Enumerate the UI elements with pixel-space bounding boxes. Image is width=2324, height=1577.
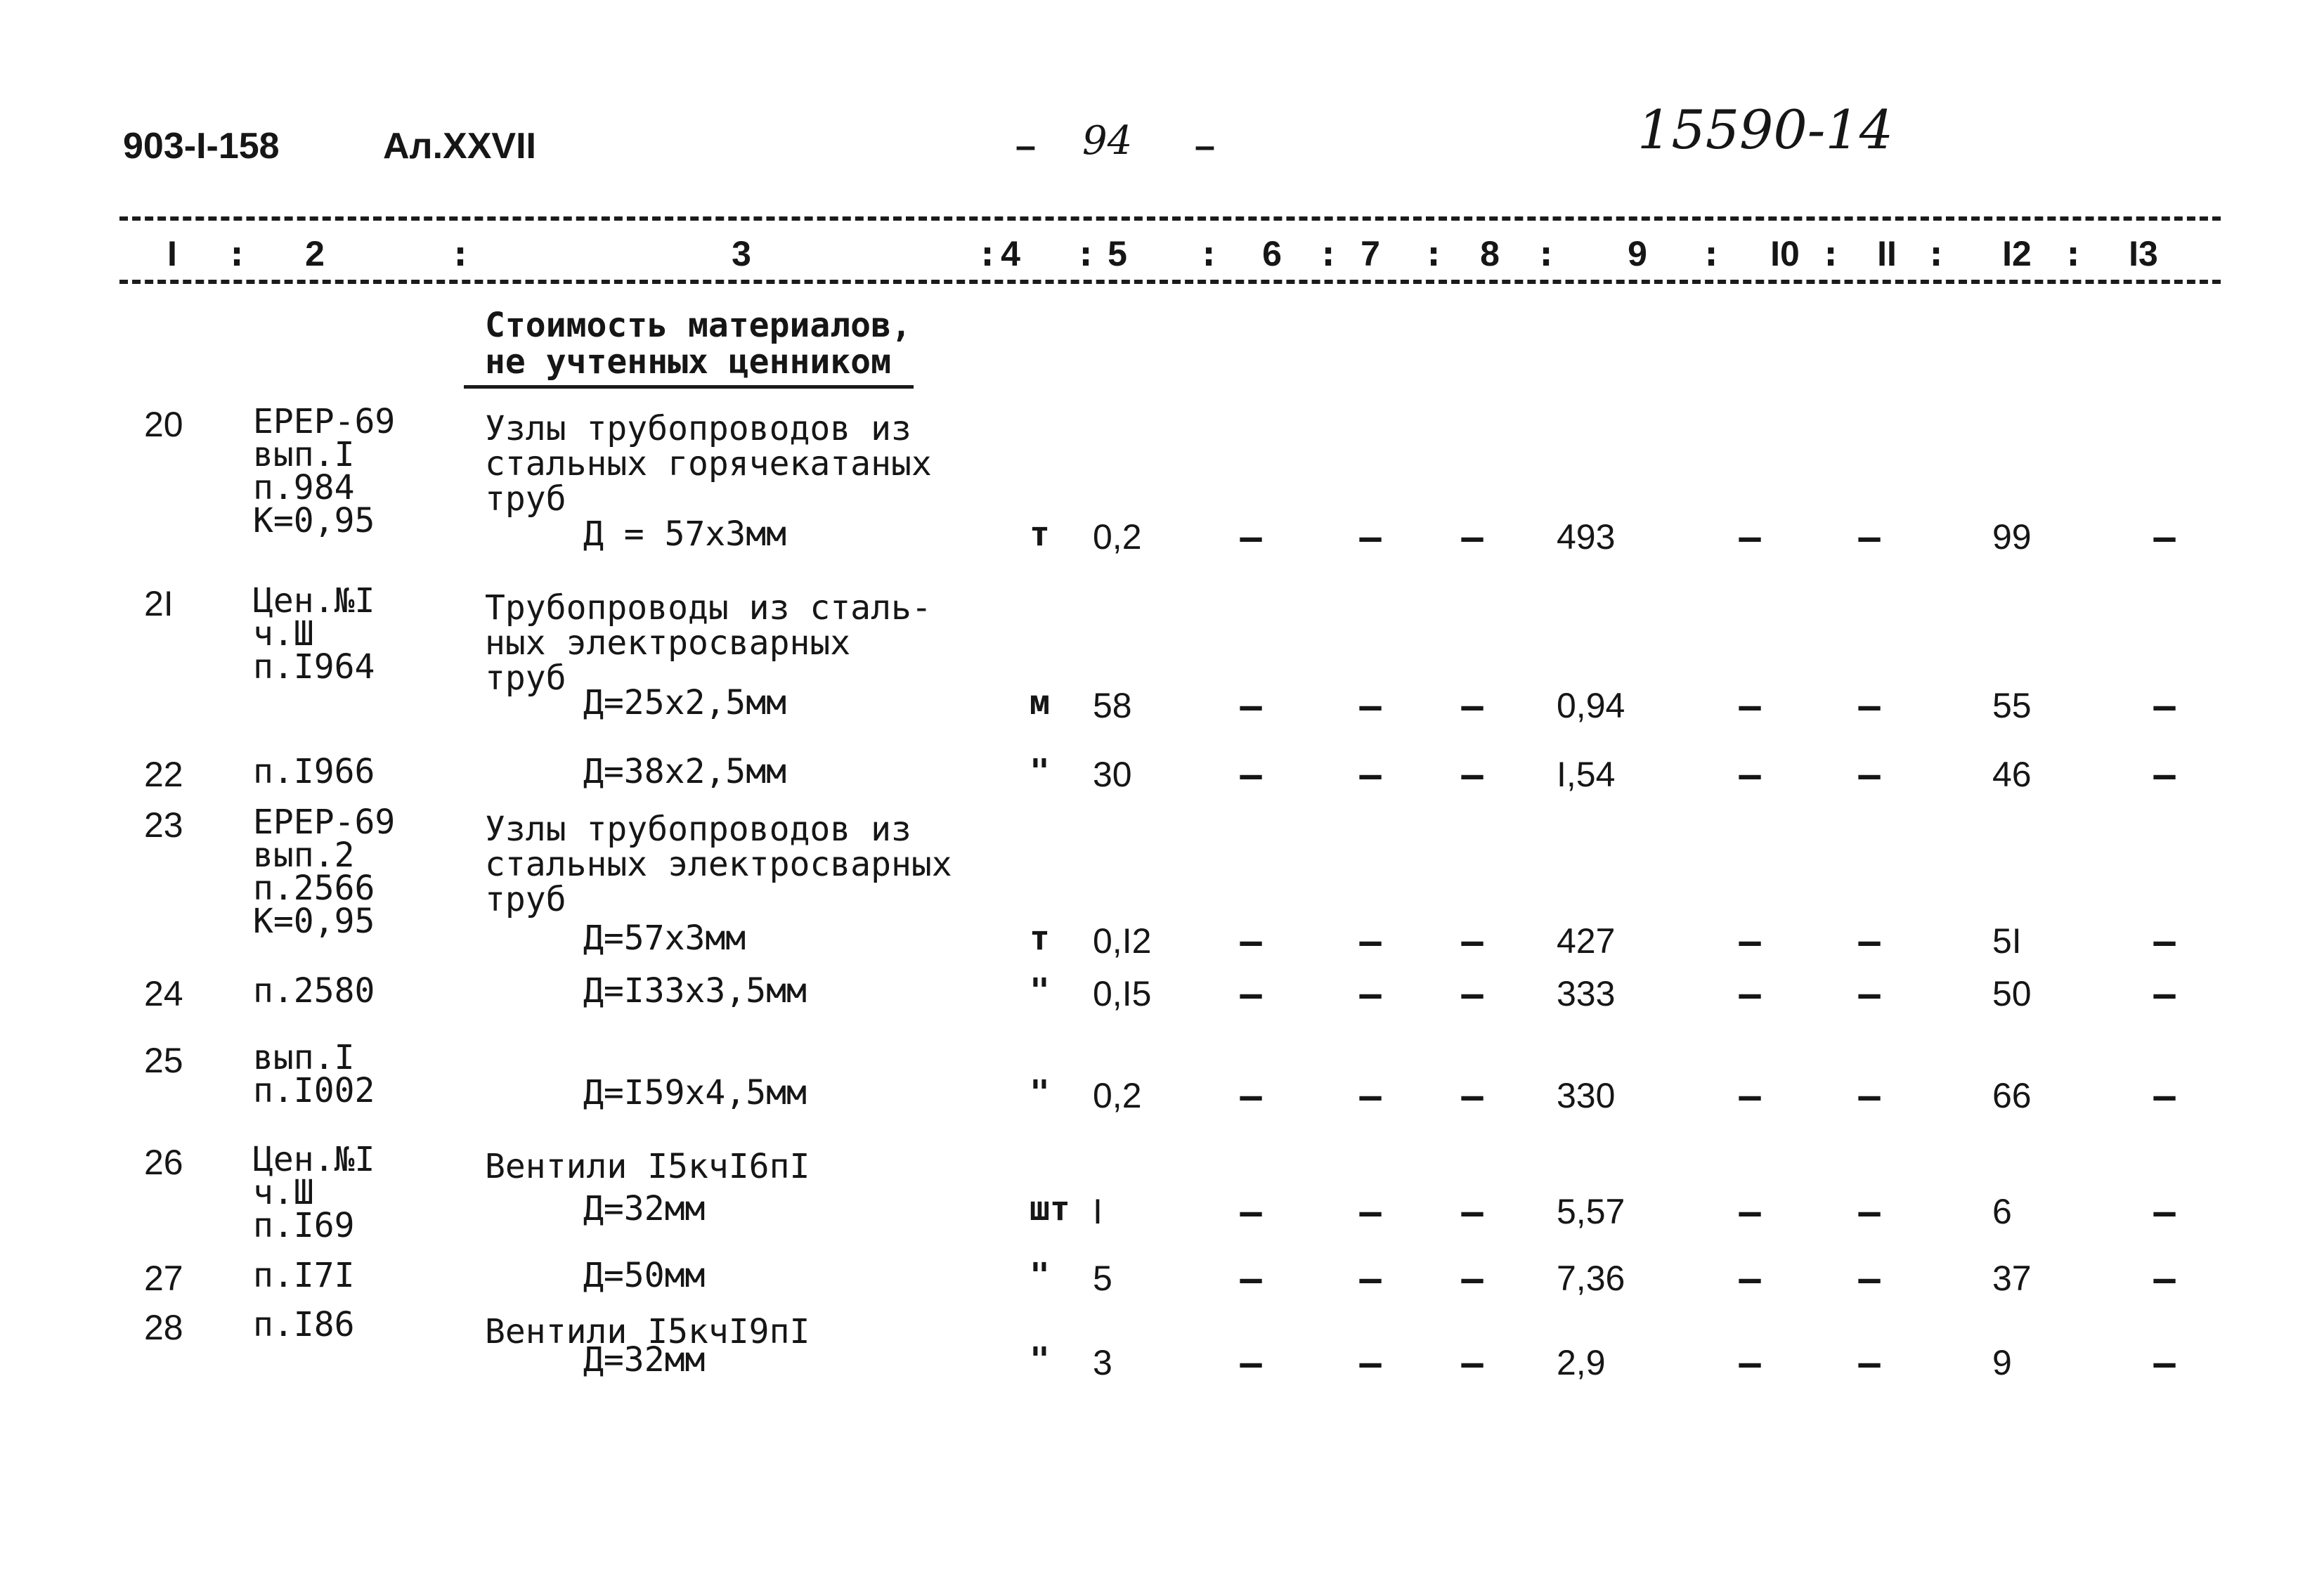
price-reference: вып.I (253, 435, 355, 474)
page-dash-left: – (1015, 126, 1036, 167)
col-10-value: – (1739, 921, 1761, 963)
price-reference: п.I7I (253, 1256, 355, 1295)
total-cost: 66 (1992, 1076, 2032, 1115)
col-13-value: – (2153, 1191, 2176, 1233)
price-reference: п.I002 (253, 1071, 375, 1110)
col-7-value: – (1359, 1258, 1382, 1300)
col-header-9: 9 (1628, 234, 1647, 273)
total-cost: 9 (1992, 1343, 2012, 1382)
col-separator: : (1820, 233, 1842, 274)
unit-price: 5,57 (1557, 1192, 1625, 1231)
price-reference: ЕРЕР-69 (253, 402, 396, 441)
col-header-7: 7 (1361, 234, 1380, 273)
col-10-value: – (1739, 1075, 1761, 1117)
row-number: 24 (144, 974, 183, 1013)
col-10-value: – (1739, 685, 1761, 727)
price-reference: п.I86 (253, 1305, 355, 1344)
col-8-value: – (1461, 1191, 1484, 1233)
pipe-size: Д=32мм (583, 1189, 706, 1228)
col-11-value: – (1858, 685, 1881, 727)
col-11-value: – (1858, 921, 1881, 963)
section-title-underline (464, 385, 914, 389)
col-header-12: I2 (2002, 234, 2032, 273)
col-separator: : (977, 233, 999, 274)
material-description: Узлы трубопроводов из (485, 409, 911, 448)
col-8-value: – (1461, 754, 1484, 796)
document-code: 903-I-158 (123, 126, 280, 167)
section-title-line-2: не учтенных ценником (485, 342, 891, 382)
col-11-value: – (1858, 754, 1881, 796)
price-reference: п.2580 (253, 971, 375, 1011)
row-number: 28 (144, 1308, 183, 1347)
col-header-3: 3 (732, 234, 751, 273)
col-7-value: – (1359, 921, 1382, 963)
col-10-value: – (1739, 1342, 1761, 1384)
row-number: 23 (144, 805, 183, 845)
col-separator: : (1198, 233, 1220, 274)
price-reference: ч.Ш (253, 614, 314, 654)
price-reference: ч.Ш (253, 1173, 314, 1212)
col-8-value: – (1461, 1258, 1484, 1300)
unit: " (1030, 1073, 1050, 1112)
price-reference: п.2566 (253, 869, 375, 908)
price-reference: Цен.№I (253, 1140, 375, 1179)
price-reference: К=0,95 (253, 501, 375, 540)
col-6-value: – (1240, 685, 1262, 727)
page-dash-right: – (1195, 126, 1215, 167)
col-10-value: – (1739, 1191, 1761, 1233)
col-8-value: – (1461, 921, 1484, 963)
col-6-value: – (1240, 517, 1262, 559)
col-header-4: 4 (1001, 234, 1020, 273)
material-description: труб (485, 658, 566, 698)
header-rule-bottom (119, 280, 2221, 284)
row-number: 22 (144, 755, 183, 794)
col-header-10: I0 (1770, 234, 1800, 273)
col-6-value: – (1240, 921, 1262, 963)
col-separator: : (1536, 233, 1557, 274)
row-number: 25 (144, 1041, 183, 1080)
archive-number: 15590-14 (1637, 98, 1894, 161)
col-6-value: – (1240, 754, 1262, 796)
page-number: 94 (1082, 118, 1133, 164)
col-separator: : (1075, 233, 1097, 274)
col-header-11: II (1877, 234, 1897, 273)
col-separator: : (1926, 233, 1947, 274)
col-7-value: – (1359, 517, 1382, 559)
col-header-5: 5 (1108, 234, 1127, 273)
price-reference: п.984 (253, 468, 355, 507)
col-separator: : (1423, 233, 1445, 274)
price-reference: К=0,95 (253, 902, 375, 941)
material-description: Узлы трубопроводов из (485, 810, 911, 849)
col-10-value: – (1739, 517, 1761, 559)
col-13-value: – (2153, 1075, 2176, 1117)
price-reference: вып.2 (253, 836, 355, 875)
col-header-13: I3 (2129, 234, 2158, 273)
total-cost: 55 (1992, 686, 2032, 725)
unit: " (1030, 1256, 1050, 1295)
col-13-value: – (2153, 1342, 2176, 1384)
unit-price: 330 (1557, 1076, 1616, 1115)
col-separator: : (2063, 233, 2084, 274)
total-cost: 37 (1992, 1259, 2032, 1298)
unit-price: 493 (1557, 517, 1616, 557)
material-description: стальных горячекатаных (485, 444, 932, 484)
col-8-value: – (1461, 1075, 1484, 1117)
unit-price: I,54 (1557, 755, 1616, 794)
col-11-value: – (1858, 973, 1881, 1015)
col-13-value: – (2153, 921, 2176, 963)
quantity: 3 (1093, 1343, 1112, 1382)
col-6-value: – (1240, 1191, 1262, 1233)
col-header-8: 8 (1480, 234, 1500, 273)
col-10-value: – (1739, 973, 1761, 1015)
col-11-value: – (1858, 1342, 1881, 1384)
col-8-value: – (1461, 685, 1484, 727)
material-description: Трубопроводы из сталь- (485, 588, 932, 628)
row-number: 26 (144, 1143, 183, 1182)
col-6-value: – (1240, 1258, 1262, 1300)
pipe-size: Д = 57х3мм (583, 514, 786, 554)
col-13-value: – (2153, 685, 2176, 727)
col-7-value: – (1359, 1075, 1382, 1117)
row-number: 27 (144, 1259, 183, 1298)
pipe-size: Д=I59х4,5мм (583, 1073, 807, 1112)
col-separator: : (1701, 233, 1722, 274)
price-reference: Цен.№I (253, 581, 375, 621)
price-reference: п.I964 (253, 647, 375, 687)
col-separator: : (226, 233, 248, 274)
col-7-value: – (1359, 1191, 1382, 1233)
quantity: 0,I5 (1093, 974, 1152, 1013)
pipe-size: Д=38х2,5мм (583, 752, 786, 791)
row-number: 20 (144, 405, 183, 444)
col-header-2: 2 (305, 234, 325, 273)
total-cost: 99 (1992, 517, 2032, 557)
unit-price: 427 (1557, 921, 1616, 961)
material-description: Вентили I5кчI6пI (485, 1147, 810, 1186)
unit-price: 0,94 (1557, 686, 1625, 725)
col-6-value: – (1240, 973, 1262, 1015)
col-7-value: – (1359, 754, 1382, 796)
header-rule-top (119, 216, 2221, 221)
quantity: 30 (1093, 755, 1132, 794)
unit-price: 333 (1557, 974, 1616, 1013)
unit: шт (1030, 1189, 1070, 1228)
pipe-size: Д=57х3мм (583, 919, 746, 958)
unit: т (1030, 514, 1050, 554)
quantity: 0,2 (1093, 517, 1142, 557)
pipe-size: Д=50мм (583, 1256, 706, 1295)
col-8-value: – (1461, 1342, 1484, 1384)
unit: м (1030, 683, 1050, 722)
col-10-value: – (1739, 754, 1761, 796)
quantity: 0,2 (1093, 1076, 1142, 1115)
col-header-6: 6 (1262, 234, 1282, 273)
col-11-value: – (1858, 1258, 1881, 1300)
quantity: 0,I2 (1093, 921, 1152, 961)
material-description: стальных электросварных (485, 845, 952, 884)
section-title-line-1: Стоимость материалов, (485, 306, 911, 345)
material-description: труб (485, 479, 566, 519)
total-cost: 6 (1992, 1192, 2012, 1231)
col-13-value: – (2153, 1258, 2176, 1300)
row-number: 2I (144, 584, 174, 623)
pipe-size: Д=25х2,5мм (583, 683, 786, 722)
col-8-value: – (1461, 973, 1484, 1015)
col-6-value: – (1240, 1342, 1262, 1384)
material-description: труб (485, 880, 566, 919)
unit: " (1030, 971, 1050, 1011)
album-number: Ал.XXVII (383, 126, 536, 167)
quantity: I (1093, 1192, 1103, 1231)
unit: т (1030, 919, 1050, 958)
price-reference: вып.I (253, 1038, 355, 1077)
quantity: 5 (1093, 1259, 1112, 1298)
col-13-value: – (2153, 973, 2176, 1015)
col-separator: : (1318, 233, 1339, 274)
price-reference: ЕРЕР-69 (253, 803, 396, 842)
col-6-value: – (1240, 1075, 1262, 1117)
quantity: 58 (1093, 686, 1132, 725)
col-7-value: – (1359, 1342, 1382, 1384)
col-7-value: – (1359, 973, 1382, 1015)
total-cost: 46 (1992, 755, 2032, 794)
col-11-value: – (1858, 517, 1881, 559)
col-11-value: – (1858, 1075, 1881, 1117)
price-reference: п.I69 (253, 1206, 355, 1245)
col-header-1: I (167, 234, 177, 273)
material-description: Вентили I5кчI9пI (485, 1312, 810, 1351)
unit: " (1030, 752, 1050, 791)
total-cost: 5I (1992, 921, 2022, 961)
col-8-value: – (1461, 517, 1484, 559)
price-reference: п.I966 (253, 752, 375, 791)
col-13-value: – (2153, 754, 2176, 796)
col-13-value: – (2153, 517, 2176, 559)
col-separator: : (450, 233, 472, 274)
total-cost: 50 (1992, 974, 2032, 1013)
pipe-size: Д=I33х3,5мм (583, 971, 807, 1011)
pipe-size: Д=32мм (583, 1340, 706, 1380)
col-11-value: – (1858, 1191, 1881, 1233)
col-7-value: – (1359, 685, 1382, 727)
unit-price: 7,36 (1557, 1259, 1625, 1298)
unit-price: 2,9 (1557, 1343, 1606, 1382)
material-description: ных электросварных (485, 623, 851, 663)
unit: " (1030, 1340, 1050, 1380)
col-10-value: – (1739, 1258, 1761, 1300)
